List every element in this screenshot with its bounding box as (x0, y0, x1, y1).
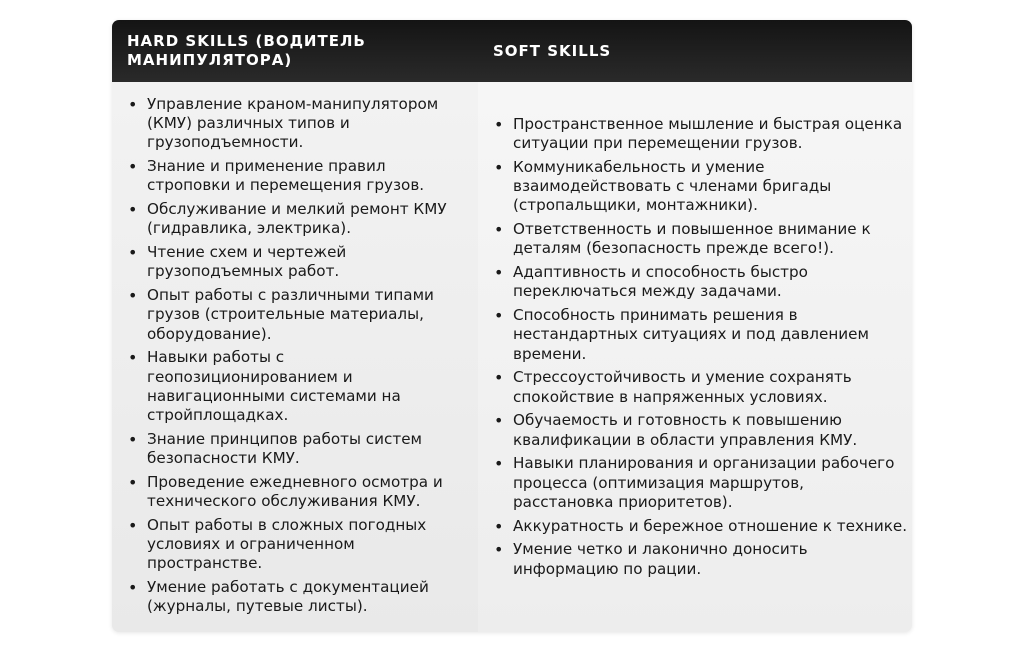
list-item: • Аккуратность и бережное отношение к технике. (493, 517, 908, 536)
skills-table (112, 20, 912, 632)
list-item: • Опыт работы в сложных погодных условиях и ограниченном пространстве. (127, 516, 472, 574)
soft-skills-column (478, 82, 912, 632)
list-item: • Управление краном-манипулятором (КМУ) различных типов и грузоподъемности. (127, 95, 472, 153)
table-header (112, 20, 912, 82)
list-item: • Опыт работы с различными типами грузов (строительные материалы, оборудование). (127, 286, 472, 344)
list-item: • Коммуникабельность и умение взаимодействовать с членами бригады (стропальщики, монтажники). (493, 158, 908, 216)
list-item: • Умение работать с документацией (журналы, путевые листы). (127, 578, 472, 616)
soft-skills-list (493, 115, 908, 583)
list-item: • Проведение ежедневного осмотра и технического обслуживания КМУ. (127, 473, 472, 511)
list-item: • Адаптивность и способность быстро переключаться между задачами. (493, 263, 908, 301)
list-item: • Навыки работы с геопозиционированием и навигационными системами на стройплощадках. (127, 348, 472, 425)
list-item: • Стрессоустойчивость и умение сохранять спокойствие в напряженных условиях. (493, 368, 908, 406)
list-item: • Знание и применение правил строповки и перемещения грузов. (127, 157, 472, 195)
list-item: • Умение четко и лаконично доносить информацию по рации. (493, 540, 908, 578)
list-item: • Пространственное мышление и быстрая оценка ситуации при перемещении грузов. (493, 115, 908, 153)
list-item: • Ответственность и повышенное внимание к деталям (безопасность прежде всего!). (493, 220, 908, 258)
list-item: • Знание принципов работы систем безопасности КМУ. (127, 430, 472, 468)
hard-skills-header: HARD SKILLS (ВОДИТЕЛЬ МАНИПУЛЯТОРА) (127, 32, 366, 69)
soft-skills-header: SOFT SKILLS (493, 42, 612, 60)
list-item: • Способность принимать решения в нестандартных ситуациях и под давлением времени. (493, 306, 908, 364)
hard-skills-column (112, 82, 478, 632)
list-item: • Чтение схем и чертежей грузоподъемных работ. (127, 243, 472, 281)
list-item: • Обслуживание и мелкий ремонт КМУ (гидравлика, электрика). (127, 200, 472, 238)
list-item: • Навыки планирования и организации рабочего процесса (оптимизация маршрутов, расстановка приоритетов). (493, 454, 908, 512)
list-item: • Обучаемость и готовность к повышению квалификации в области управления КМУ. (493, 411, 908, 449)
hard-skills-list (127, 95, 472, 621)
